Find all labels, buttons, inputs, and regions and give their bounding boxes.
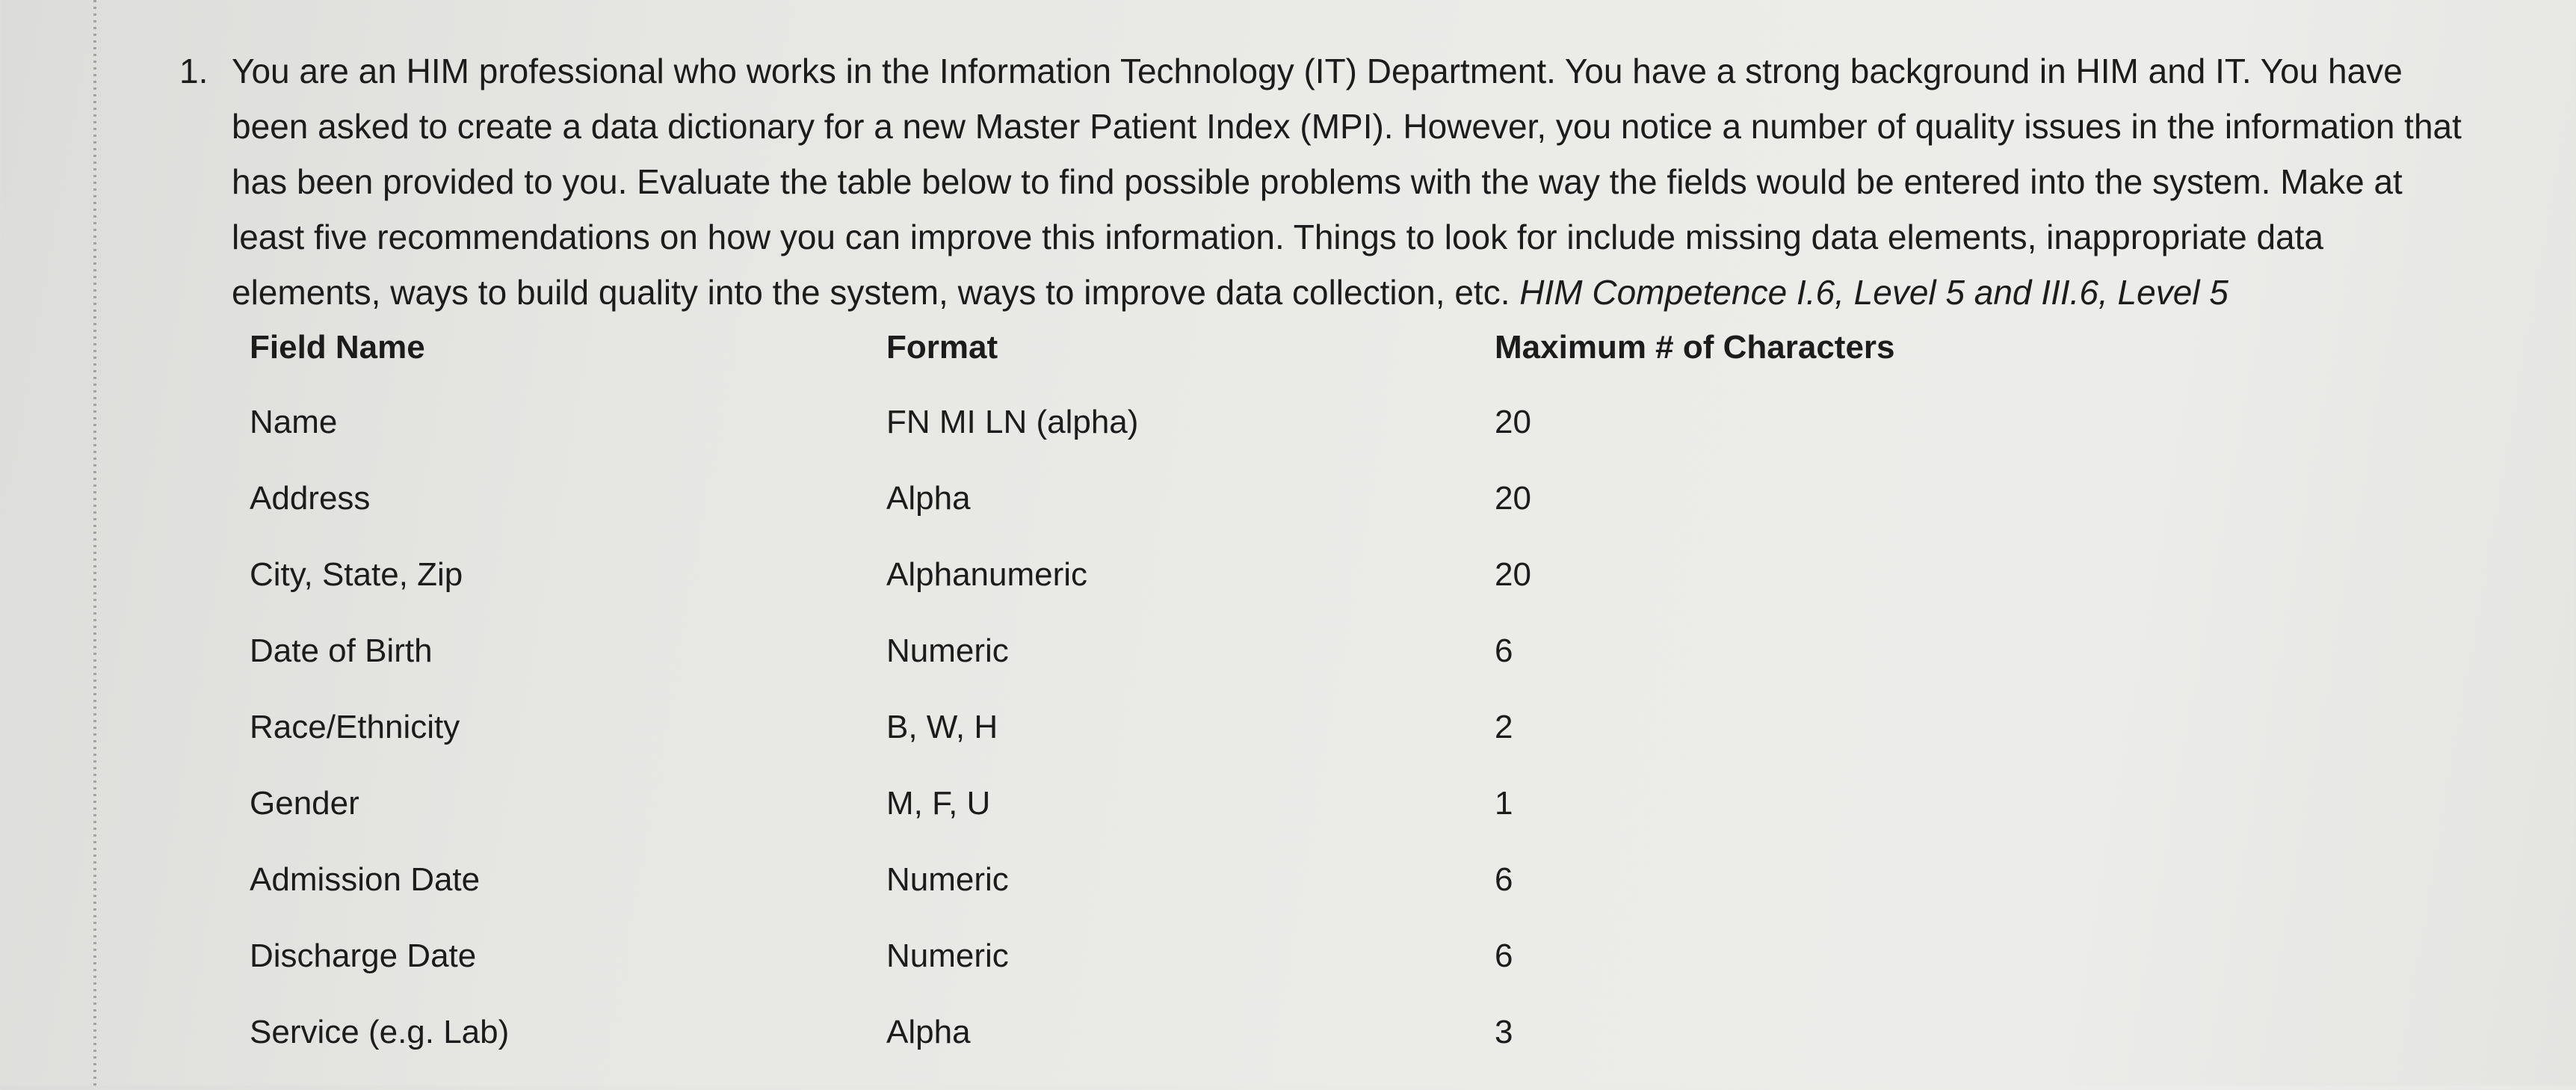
field-name-cell: Address	[250, 480, 371, 517]
max-characters-cell: 20	[1495, 480, 1531, 517]
table-row	[247, 709, 1965, 785]
max-characters-cell: 20	[1495, 556, 1531, 593]
table-row	[247, 937, 1965, 1014]
page-margin-dots	[93, 0, 96, 1086]
format-cell: M, F, U	[886, 785, 991, 822]
format-cell: Alpha	[886, 480, 971, 517]
format-cell: FN MI LN (alpha)	[886, 404, 1139, 440]
question-number: 1.	[179, 52, 209, 90]
table-row	[247, 480, 1965, 556]
field-name-cell: Discharge Date	[250, 937, 477, 974]
format-cell: Numeric	[886, 861, 1009, 898]
header-max-characters: Maximum # of Characters	[1495, 329, 1895, 366]
max-characters-cell: 6	[1495, 632, 1513, 669]
question-body: You are an HIM professional who works in the Information Technology (IT) Department. You have a strong background in HIM and IT. You have been asked to create a data dictionary for a new Master Patient Index (MPI). However, you notice a number of quality issues in the information that has been provided to you. Evaluate the table below to find possible problems with the way the fields would be entered into the system. Make at least five recommendations on how you can improve this information. Things to look for include missing data elements, inappropriate data elements, ways to build quality into the system, ways to improve data collection, etc.	[232, 52, 2462, 312]
competence-reference: HIM Competence I.6, Level 5 and III.6, Level 5	[1519, 273, 2228, 312]
table-row	[247, 785, 1965, 861]
field-name-cell: Admission Date	[250, 861, 481, 898]
max-characters-cell: 3	[1495, 1014, 1513, 1050]
field-name-cell: Date of Birth	[250, 632, 433, 669]
header-format: Format	[886, 329, 998, 366]
format-cell: Alpha	[886, 1014, 971, 1050]
max-characters-cell: 20	[1495, 404, 1531, 440]
table-row	[247, 556, 1965, 632]
question-text	[232, 43, 2481, 320]
table-row	[247, 632, 1965, 709]
format-cell: B, W, H	[886, 709, 998, 745]
max-characters-cell: 6	[1495, 937, 1513, 974]
table-header-row	[247, 329, 1965, 404]
table-row	[247, 404, 1965, 480]
format-cell: Numeric	[886, 937, 1009, 974]
data-dictionary-table	[247, 329, 1965, 1090]
table-row	[247, 861, 1965, 937]
field-name-cell: Gender	[250, 785, 359, 822]
format-cell: Numeric	[886, 632, 1009, 669]
field-name-cell: Race/Ethnicity	[250, 709, 460, 745]
max-characters-cell: 1	[1495, 785, 1513, 822]
field-name-cell: Service (e.g. Lab)	[250, 1014, 510, 1050]
format-cell: Alphanumeric	[886, 556, 1088, 593]
table-row	[247, 1014, 1965, 1090]
field-name-cell: Name	[250, 404, 338, 440]
field-name-cell: City, State, Zip	[250, 556, 463, 593]
question-block	[179, 43, 2481, 320]
header-field-name: Field Name	[250, 329, 425, 366]
max-characters-cell: 2	[1495, 709, 1513, 745]
max-characters-cell: 6	[1495, 861, 1513, 898]
